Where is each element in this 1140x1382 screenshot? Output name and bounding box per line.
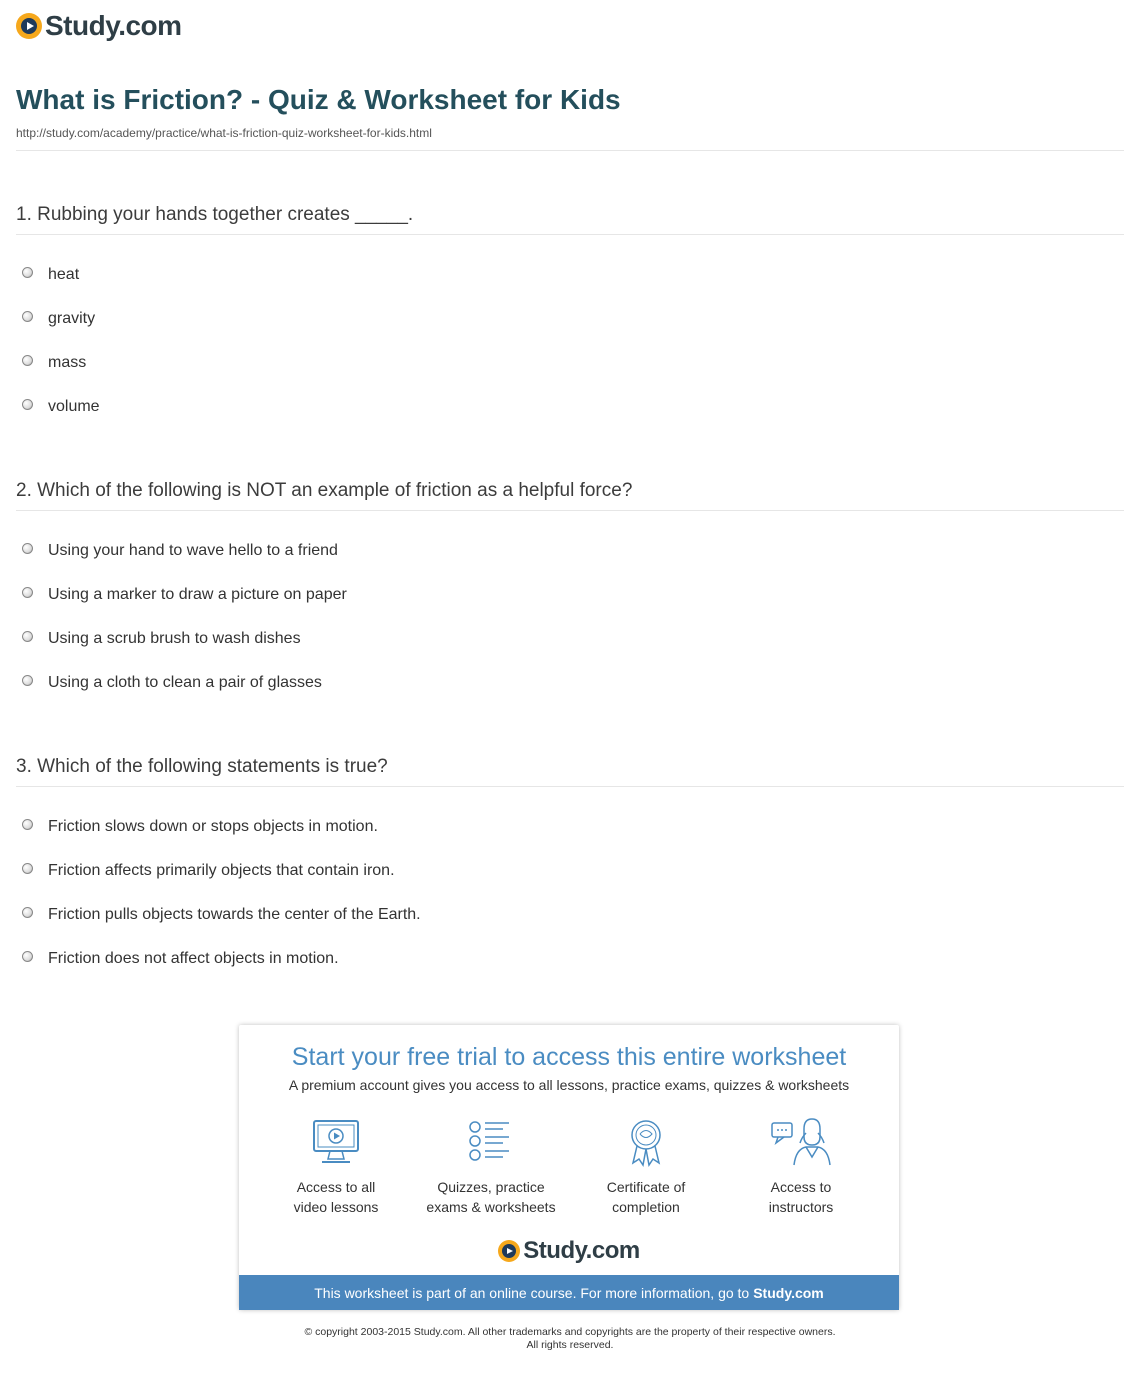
feature-label: Quizzes, practice exams & worksheets bbox=[426, 1179, 556, 1215]
answer-option[interactable] bbox=[22, 629, 301, 649]
promo-bar-text: This worksheet is part of an online course. For more information, go to bbox=[314, 1284, 750, 1301]
question-1: 1. Rubbing your hands together creates _____. bbox=[16, 204, 414, 225]
radio-button[interactable] bbox=[22, 631, 33, 642]
divider bbox=[16, 150, 1124, 151]
radio-button[interactable] bbox=[22, 355, 33, 366]
logo-text: Study.com bbox=[523, 1237, 640, 1264]
option-label: Friction does not affect objects in motion. bbox=[48, 950, 339, 967]
promo-subheading: A premium account gives you access to all lessons, practice exams, quizzes & worksheets bbox=[288, 1077, 850, 1093]
rights-line: All rights reserved. bbox=[526, 1339, 614, 1351]
promo-heading[interactable]: Start your free trial to access this entire worksheet bbox=[291, 1043, 847, 1071]
page-title: What is Friction? - Quiz & Worksheet for Kids bbox=[16, 84, 621, 115]
radio-button[interactable] bbox=[22, 399, 33, 410]
answer-option[interactable] bbox=[22, 309, 95, 329]
radio-button[interactable] bbox=[22, 267, 33, 278]
radio-button[interactable] bbox=[22, 587, 33, 598]
copyright-footer bbox=[0, 1326, 1140, 1352]
divider bbox=[16, 786, 1124, 787]
feature-instructors bbox=[726, 1117, 876, 1217]
option-label: Using a scrub brush to wash dishes bbox=[48, 630, 301, 647]
copyright-line: © copyright 2003-2015 Study.com. All other trademarks and copyrights are the property of their respective owners. bbox=[304, 1326, 836, 1338]
site-logo[interactable] bbox=[16, 10, 182, 42]
feature-label: Access to all video lessons bbox=[293, 1179, 379, 1215]
feature-video-lessons bbox=[261, 1117, 411, 1217]
promo-bar-link[interactable]: Study.com bbox=[753, 1284, 824, 1301]
answer-option[interactable] bbox=[22, 817, 378, 837]
feature-certificate bbox=[571, 1117, 721, 1217]
radio-button[interactable] bbox=[22, 311, 33, 322]
instructor-icon bbox=[770, 1117, 832, 1167]
answer-option[interactable] bbox=[22, 353, 86, 373]
radio-button[interactable] bbox=[22, 907, 33, 918]
radio-button[interactable] bbox=[22, 951, 33, 962]
answer-option[interactable] bbox=[22, 265, 79, 285]
feature-label: Certificate of completion bbox=[606, 1179, 686, 1215]
question-2: 2. Which of the following is NOT an example of friction as a helpful force? bbox=[16, 480, 633, 501]
quiz-list-icon bbox=[465, 1117, 517, 1167]
option-label: mass bbox=[48, 354, 87, 371]
option-label: heat bbox=[48, 266, 80, 283]
option-label: gravity bbox=[48, 310, 96, 327]
answer-option[interactable] bbox=[22, 397, 100, 417]
page-url: http://study.com/academy/practice/what-is-friction-quiz-worksheet-for-kids.html bbox=[16, 126, 432, 140]
feature-quizzes bbox=[416, 1117, 566, 1217]
option-label: Friction pulls objects towards the center of the Earth. bbox=[48, 906, 421, 923]
play-logo-icon bbox=[498, 1240, 520, 1262]
play-logo-icon bbox=[16, 13, 42, 39]
option-label: volume bbox=[48, 398, 100, 415]
option-label: Using your hand to wave hello to a friend bbox=[48, 542, 338, 559]
question-3: 3. Which of the following statements is true? bbox=[16, 756, 388, 777]
answer-option[interactable] bbox=[22, 673, 322, 693]
radio-button[interactable] bbox=[22, 863, 33, 874]
promo-info-bar bbox=[239, 1275, 899, 1310]
answer-option[interactable] bbox=[22, 861, 395, 881]
radio-button[interactable] bbox=[22, 543, 33, 554]
feature-label: Access to instructors bbox=[768, 1179, 834, 1215]
option-label: Using a cloth to clean a pair of glasses bbox=[48, 674, 322, 691]
logo-text: Study.com bbox=[45, 10, 182, 41]
answer-option[interactable] bbox=[22, 905, 421, 925]
video-lessons-icon bbox=[310, 1117, 362, 1167]
divider bbox=[16, 234, 1124, 235]
divider bbox=[16, 510, 1124, 511]
radio-button[interactable] bbox=[22, 819, 33, 830]
option-label: Using a marker to draw a picture on paper bbox=[48, 586, 347, 603]
answer-option[interactable] bbox=[22, 949, 339, 969]
radio-button[interactable] bbox=[22, 675, 33, 686]
answer-option[interactable] bbox=[22, 541, 338, 561]
answer-option[interactable] bbox=[22, 585, 347, 605]
option-label: Friction affects primarily objects that contain iron. bbox=[48, 862, 395, 879]
promo-logo[interactable] bbox=[239, 1237, 899, 1265]
free-trial-promo bbox=[239, 1025, 899, 1310]
option-label: Friction slows down or stops objects in motion. bbox=[48, 818, 378, 835]
certificate-icon bbox=[620, 1117, 672, 1167]
